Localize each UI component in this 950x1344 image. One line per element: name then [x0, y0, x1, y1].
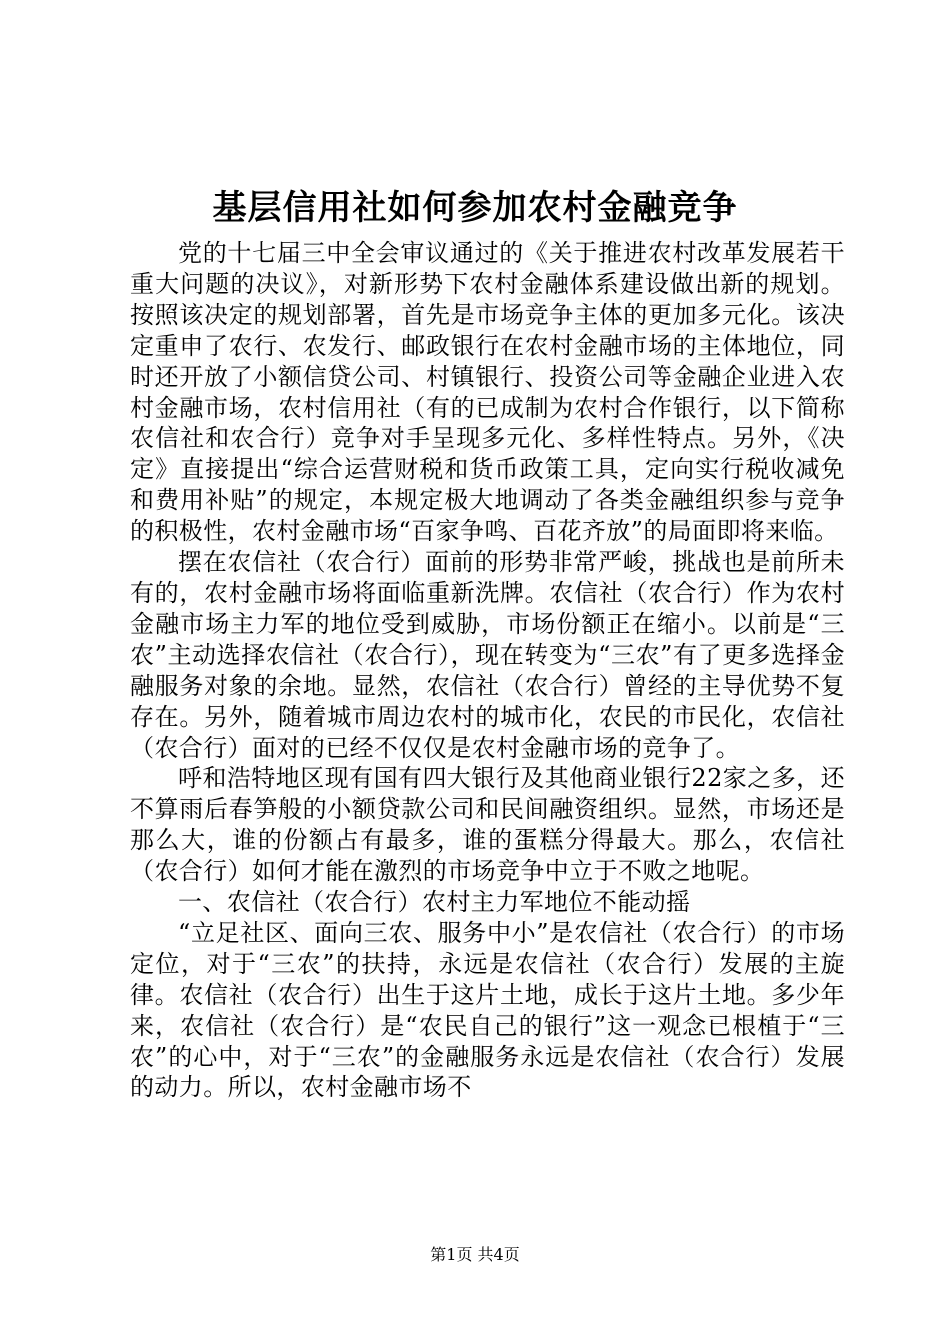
document-title: 基层信用社如何参加农村金融竞争	[212, 188, 738, 228]
document-body	[130, 238, 845, 1103]
paragraph-2: 摆在农信社（农合行）面前的形势非常严峻，挑战也是前所未有的，农村金融市场将面临重新洗牌。农信社（农合行）作为农村金融市场主力军的地位受到威胁，市场份额正在缩小。以前是“三农”主动选择农信社（农合行），现在转变为“三农”有了更多选择金融服务对象的余地。显然，农信社（农合行）曾经的主导优势不复存在。另外，随着城市周边农村的城市化，农民的市民化，农信社（农合行）面对的已经不仅仅是农村金融市场的竞争了。	[130, 548, 845, 762]
page-footer: 第1页 共4页	[430, 1245, 520, 1264]
paragraph-4: “立足社区、面向三农、服务中小”是农信社（农合行）的市场定位，对于“三农”的扶持，永远是农信社（农合行）发展的主旋律。农信社（农合行）出生于这片土地，成长于这片土地。多少年来，农信社（农合行）是“农民自己的银行”这一观念已根植于“三农”的心中，对于“三农”的金融服务永远是农信社（农合行）发展的动力。所以，农村金融市场不	[130, 918, 845, 1102]
paragraph-3: 呼和浩特地区现有国有四大银行及其他商业银行22家之多，还不算雨后春笋般的小额贷款公司和民间融资组织。显然，市场还是那么大，谁的份额占有最多，谁的蛋糕分得最大。那么，农信社（农合行）如何才能在激烈的市场竞争中立于不败之地呢。	[130, 764, 845, 886]
section-heading-1: 一、农信社（农合行）农村主力军地位不能动摇	[178, 888, 691, 917]
paragraph-1: 党的十七届三中全会审议通过的《关于推进农村改革发展若干重大问题的决议》，对新形势下农村金融体系建设做出新的规划。按照该决定的规划部署，首先是市场竞争主体的更加多元化。该决定重申了农行、农发行、邮政银行在农村金融市场的主体地位，同时还开放了小额信贷公司、村镇银行、投资公司等金融企业进入农村金融市场，农村信用社（有的已成制为农村合作银行，以下简称农信社和农合行）竞争对手呈现多元化、多样性特点。另外，《决定》直接提出“综合运营财税和货币政策工具，定向实行税收减免和费用补贴”的规定，本规定极大地调动了各类金融组织参与竞争的积极性，农村金融市场“百家争鸣、百花齐放”的局面即将来临。	[130, 239, 845, 546]
